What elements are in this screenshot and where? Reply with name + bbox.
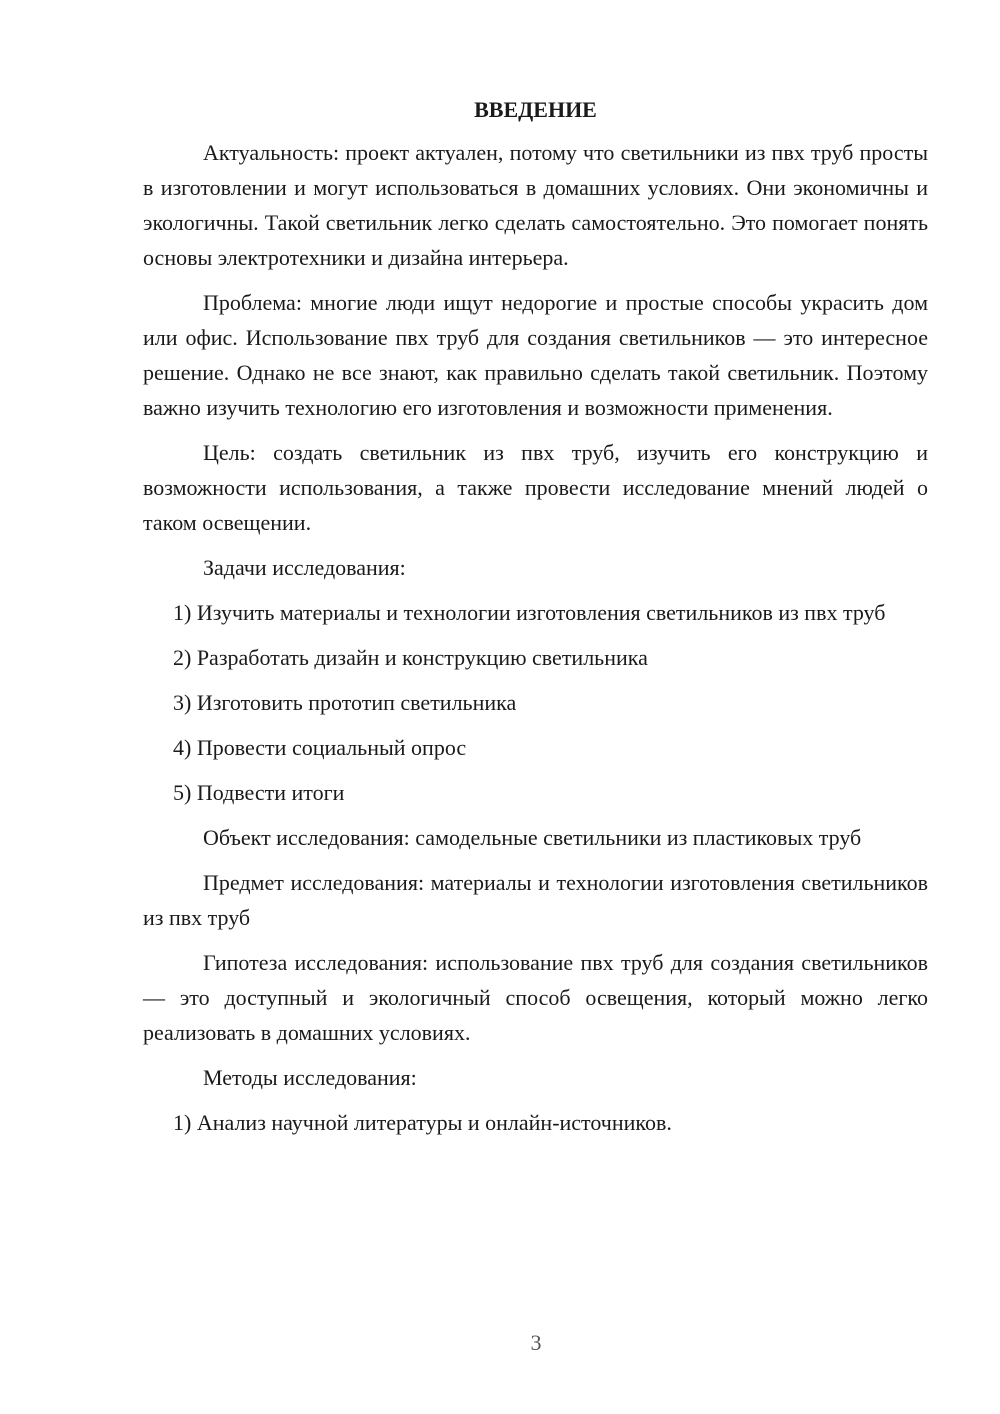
paragraph-problem: Проблема: многие люди ищут недорогие и простые способы украсить дом или офис. Использование пвх труб для создания светильников — это интересное решение. Однако не все знают, как правильно сделать такой светильник. Поэтому важно изучить технологию его изготовления и возможности применения.: [143, 290, 928, 420]
task-item-4: 4) Провести социальный опрос: [173, 735, 467, 760]
task-item-1: 1) Изучить материалы и технологии изготовления светильников из пвх труб: [173, 600, 886, 625]
method-item-1: 1) Анализ научной литературы и онлайн-источников.: [173, 1110, 672, 1135]
task-item-3: 3) Изготовить прототип светильника: [173, 690, 517, 715]
paragraph-subject: Предмет исследования: материалы и технологии изготовления светильников из пвх труб: [143, 870, 928, 930]
tasks-heading: Задачи исследования:: [203, 555, 406, 580]
document-page: [143, 95, 928, 1150]
paragraph-goal: Цель: создать светильник из пвх труб, изучить его конструкцию и возможности использования, а также провести исследование мнений людей о таком освещении.: [143, 440, 928, 535]
page-number: 3: [530, 1330, 542, 1355]
paragraph-relevance: Актуальность: проект актуален, потому что светильники из пвх труб просты в изготовлении и могут использоваться в домашних условиях. Они экономичны и экологичны. Такой светильник легко сделать самостоятельно. Это помогает понять основы электротехники и дизайна интерьера.: [143, 140, 928, 270]
paragraph-hypothesis: Гипотеза исследования: использование пвх труб для создания светильников — это доступный и экологичный способ освещения, который можно легко реализовать в домашних условиях.: [143, 950, 928, 1045]
paragraph-object: Объект исследования: самодельные светильники из пластиковых труб: [203, 825, 862, 850]
task-item-5: 5) Подвести итоги: [173, 780, 345, 805]
task-item-2: 2) Разработать дизайн и конструкцию светильника: [173, 645, 648, 670]
methods-heading: Методы исследования:: [203, 1065, 417, 1090]
section-title: ВВЕДЕНИЕ: [474, 97, 597, 122]
